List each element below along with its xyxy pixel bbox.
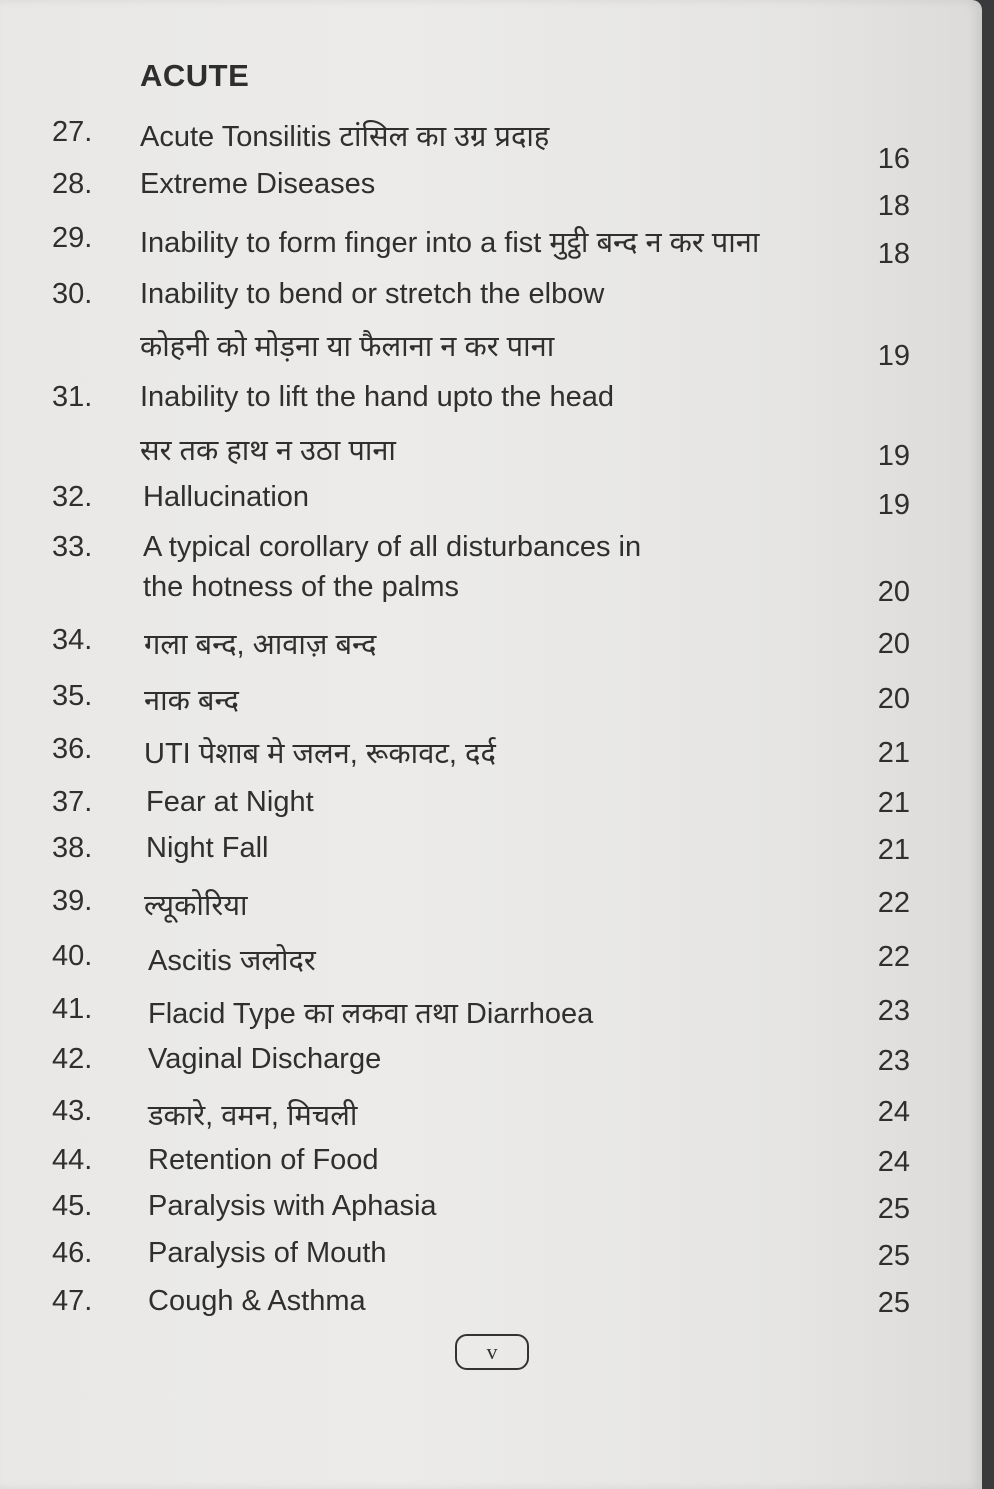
entry-page-number: 23 (877, 1045, 910, 1077)
entry-page-number: 18 (877, 190, 910, 222)
entry-title-line: नाक बन्द (144, 685, 239, 717)
entry-page-number: 25 (877, 1193, 910, 1225)
entry-title-line: Fear at Night (146, 786, 314, 818)
entry-page-number: 20 (877, 628, 910, 660)
entry-page-number: 24 (877, 1146, 910, 1178)
entry-page-number: 19 (877, 489, 910, 521)
entry-page-number: 21 (877, 787, 910, 819)
entry-number: 40. (52, 940, 93, 972)
entry-title-line: Paralysis with Aphasia (148, 1190, 437, 1222)
entry-number: 47. (52, 1285, 93, 1317)
entry-title-line: Paralysis of Mouth (148, 1237, 387, 1269)
page-number-folio: v (455, 1334, 529, 1370)
entry-number: 37. (52, 786, 93, 818)
entry-number: 31. (52, 381, 93, 413)
entry-page-number: 22 (877, 941, 910, 973)
entry-title-line: ल्यूकोरिया (144, 890, 248, 922)
entry-title-line: गला बन्द, आवाज़ बन्द (144, 629, 377, 661)
entry-page-number: 20 (877, 576, 910, 608)
entry-title-line: Acute Tonsilitis टांसिल का उग्र प्रदाह (140, 121, 550, 153)
entry-title-line: Inability to lift the hand upto the head (140, 381, 615, 413)
entry-title-line: Hallucination (143, 481, 310, 513)
entry-page-number: 23 (877, 995, 910, 1027)
entry-title-line: Cough & Asthma (148, 1285, 366, 1317)
entry-page-number: 22 (877, 887, 910, 919)
entry-page-number: 25 (877, 1287, 910, 1319)
entry-number: 30. (52, 278, 93, 310)
entry-number: 42. (52, 1043, 93, 1075)
entry-title-line: A typical corollary of all disturbances in (143, 531, 642, 563)
entry-page-number: 19 (877, 440, 910, 472)
entry-page-number: 24 (877, 1096, 910, 1128)
entry-number: 36. (52, 733, 93, 765)
entry-number: 39. (52, 885, 93, 917)
entry-number: 28. (52, 168, 93, 200)
entry-number: 46. (52, 1237, 93, 1269)
entry-page-number: 19 (877, 340, 910, 372)
entry-page-number: 21 (877, 834, 910, 866)
entry-page-number: 21 (877, 737, 910, 769)
entry-title-line: the hotness of the palms (143, 571, 459, 603)
entry-title-line: Inability to form finger into a fist मुट्ठी बन्द न कर पाना (140, 227, 760, 259)
entry-number: 33. (52, 531, 93, 563)
entry-title-line: सर तक हाथ न उठा पाना (140, 435, 396, 467)
entry-title-line: Flacid Type का लकवा तथा Diarrhoea (148, 998, 594, 1030)
entry-number: 35. (52, 680, 93, 712)
entry-page-number: 25 (877, 1240, 910, 1272)
entry-number: 38. (52, 832, 93, 864)
entry-number: 43. (52, 1095, 93, 1127)
entry-number: 44. (52, 1144, 93, 1176)
entry-title-line: Inability to bend or stretch the elbow (140, 278, 605, 310)
entry-page-number: 18 (877, 238, 910, 270)
entry-title-line: कोहनी को मोड़ना या फैलाना न कर पाना (140, 331, 555, 363)
section-heading: ACUTE (140, 58, 250, 93)
entry-title-line: डकारे, वमन, मिचली (148, 1100, 358, 1132)
entry-title-line: Night Fall (146, 832, 269, 864)
entry-page-number: 20 (877, 683, 910, 715)
entry-number: 32. (52, 481, 93, 513)
entry-number: 45. (52, 1190, 93, 1222)
entry-number: 34. (52, 624, 93, 656)
entry-title-line: Extreme Diseases (140, 168, 376, 200)
entry-title-line: Retention of Food (148, 1144, 379, 1176)
entry-number: 29. (52, 222, 93, 254)
entry-page-number: 16 (877, 143, 910, 175)
entry-title-line: Vaginal Discharge (148, 1043, 382, 1075)
entry-number: 41. (52, 993, 93, 1025)
entry-title-line: Ascitis जलोदर (148, 945, 316, 977)
entry-number: 27. (52, 116, 93, 148)
entry-title-line: UTI पेशाब मे जलन, रूकावट, दर्द (144, 738, 496, 770)
